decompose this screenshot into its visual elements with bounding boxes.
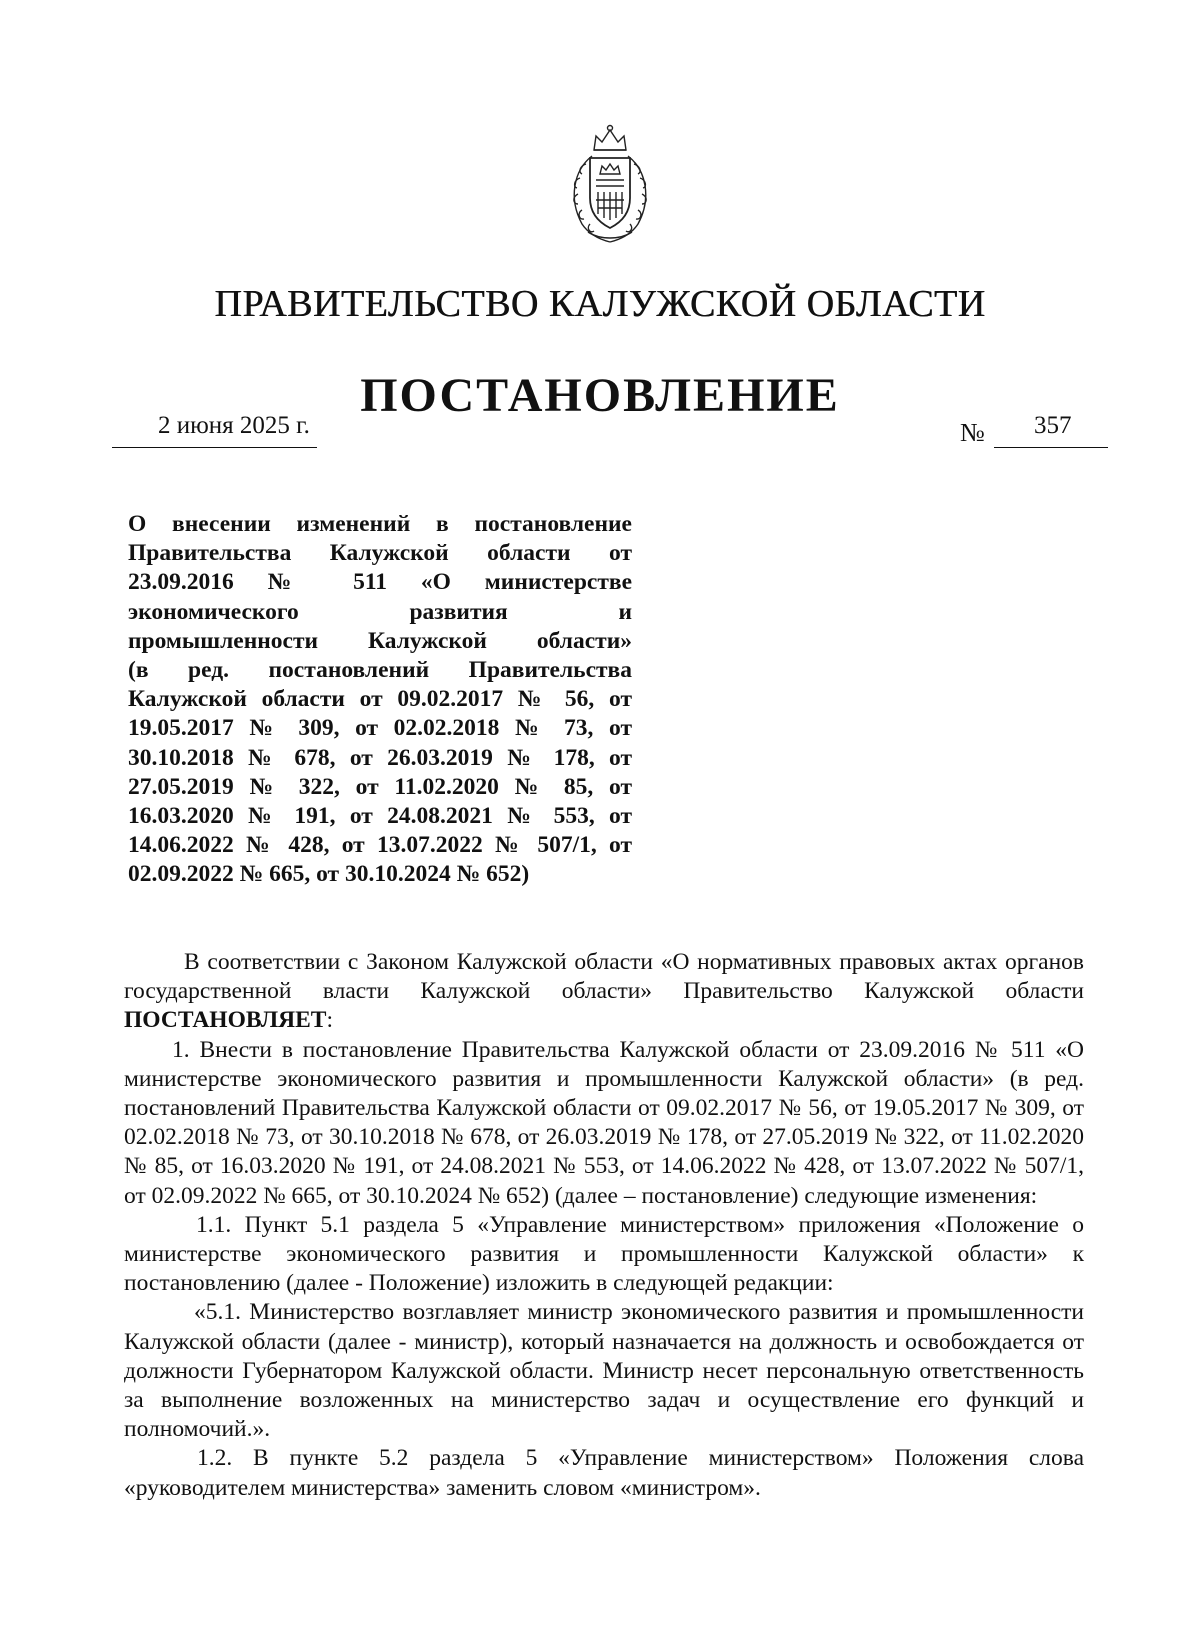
subject-line: 02.09.2022 № 665, от 30.10.2024 № 652) [128, 861, 530, 888]
subject-line: промышленности Калужской области» [128, 627, 632, 654]
subject-line: 30.10.2018 № 678, от 26.03.2019 № 178, от [128, 744, 632, 771]
number-label: № [960, 418, 985, 447]
item-1-2-paragraph: 1.2. В пункте 5.2 раздела 5 «Управление министерством» Положения слова «руководителем министерства» заменить словом «министром». [124, 1445, 1084, 1501]
subject-line: Калужской области от 09.02.2017 № 56, от [128, 686, 632, 713]
date-underline [112, 447, 317, 448]
organization-title: ПРАВИТЕЛЬСТВО КАЛУЖСКОЙ ОБЛАСТИ [214, 283, 986, 325]
preamble-text: В соответствии с Законом Калужской области «О нормативных правовых актах органов государственной власти Калужской области» Правительство Калужской области [124, 949, 1084, 1005]
subject-line: О внесении изменений в постановление [128, 511, 632, 537]
document-type-title: ПОСТАНОВЛЕНИЕ [360, 369, 840, 422]
number-underline [994, 447, 1108, 448]
subject-line: (в ред. постановлений Правительства [128, 656, 632, 683]
document-subject [128, 510, 632, 889]
document-date: 2 июня 2025 г. [158, 412, 310, 439]
subject-line: экономического развития и [128, 598, 632, 625]
item-1-1-paragraph: 1.1. Пункт 5.1 раздела 5 «Управление министерством» приложения «Положение о министерстве экономического развития и промышленности Калужской области» к постановлению (далее - Положение) изложить в следующей редакции: [124, 1211, 1084, 1297]
subject-line: 19.05.2017 № 309, от 02.02.2018 № 73, от [128, 715, 632, 742]
preamble-paragraph [124, 948, 1084, 1036]
document-body [124, 948, 1084, 1503]
subject-line: 27.05.2019 № 322, от 11.02.2020 № 85, от [128, 773, 632, 800]
subject-line: Правительства Калужской области от [128, 540, 632, 567]
item-5-1-paragraph: «5.1. Министерство возглавляет министр экономического развития и промышленности Калужской области (далее - министр), который назначается на должность и освобождается от должности Губернатором Калужской области. Министр несет персональную ответственность за выполнение возложенных на министерство задач и осуществление его функций и полномочий.». [124, 1299, 1084, 1443]
subject-line: 16.03.2020 № 191, от 24.08.2021 № 553, от [128, 802, 632, 829]
subject-line: 14.06.2022 № 428, от 13.07.2022 № 507/1, от [128, 832, 632, 859]
subject-line: 23.09.2016 № 511 «О министерстве [128, 569, 632, 596]
kaluga-coat-of-arms-icon [552, 120, 668, 248]
document-number: 357 [1034, 412, 1072, 439]
decree-word: ПОСТАНОВЛЯЕТ [124, 1007, 327, 1034]
decree-colon: : [326, 1007, 333, 1034]
item-1-paragraph: 1. Внести в постановление Правительства Калужской области от 23.09.2016 № 511 «О министерстве экономического развития и промышленности Калужской области» (в ред. постановлений Правительства Калужской области от 09.02.2017 № 56, от 19.05.2017 № 309, от 02.02.2018 № 73, от 30.10.2018 № 678, от 26.03.2019 № 178, от 27.05.2019 № 322, от 11.02.2020 № 85, от 16.03.2020 № 191, от 24.08.2021 № 553, от 14.06.2022 № 428, от 13.07.2022 № 507/1, от 02.09.2022 № 665, от 30.10.2024 № 652) (далее – постановление) следующие изменения: [124, 1036, 1084, 1209]
